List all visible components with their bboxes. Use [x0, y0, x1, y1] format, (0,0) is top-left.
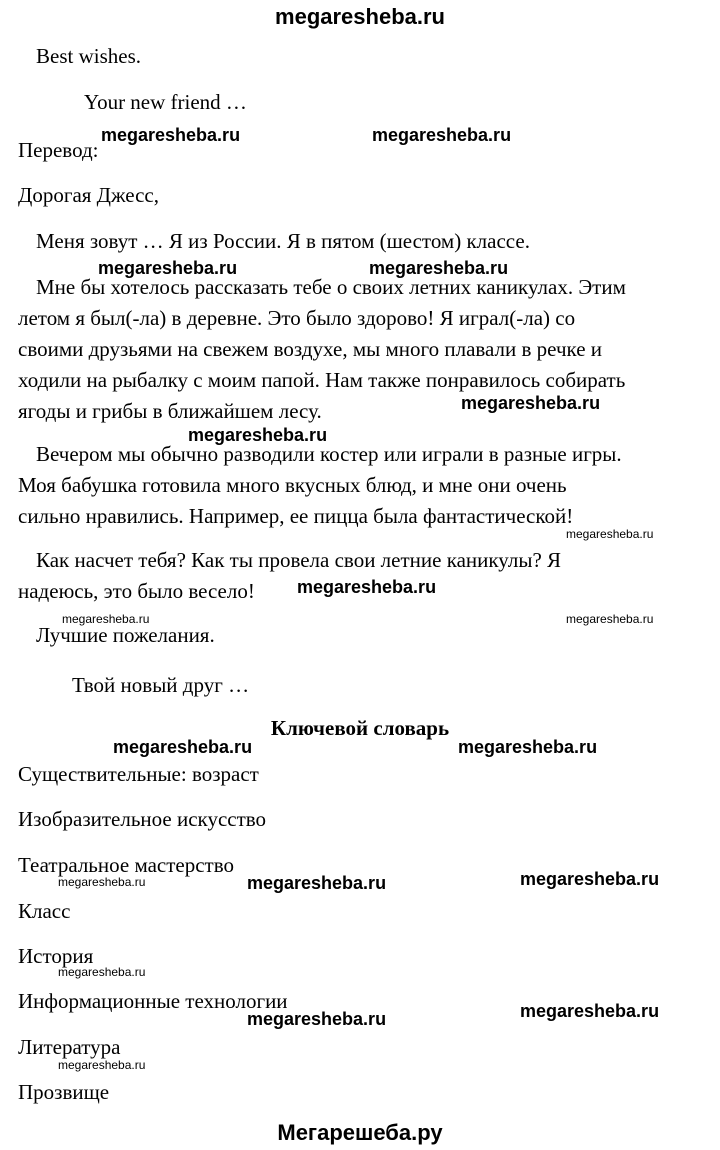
watermark: megaresheba.ru [101, 125, 241, 145]
watermark: megaresheba.ru [113, 737, 253, 757]
vocabulary-item: Театральное мастерство [18, 853, 234, 877]
site-footer: Мегарешеба.ру [277, 1120, 443, 1145]
letter-paragraph-2-line: своими друзьями на свежем воздухе, мы много плавали в речке и [18, 337, 603, 361]
site-header: megaresheba.ru [275, 4, 445, 29]
letter-closing: Лучшие пожелания. [36, 623, 215, 647]
watermark: megaresheba.ru [520, 1001, 660, 1021]
watermark: megaresheba.ru [247, 873, 387, 893]
letter-paragraph-4-line: Как насчет тебя? Как ты провела свои летние каникулы? Я [36, 548, 562, 572]
translation-label: Перевод: [18, 138, 99, 162]
letter-paragraph-3-line: Моя бабушка готовила много вкусных блюд, и мне они очень [18, 473, 567, 497]
watermark-small: megaresheba.ru [62, 612, 150, 626]
letter-paragraph-2-line: летом я был(-ла) в деревне. Это было здорово! Я играл(-ла) со [18, 306, 576, 330]
watermark-small: megaresheba.ru [58, 965, 146, 979]
watermark: megaresheba.ru [369, 258, 509, 278]
watermark: megaresheba.ru [247, 1009, 387, 1029]
watermark: megaresheba.ru [98, 258, 238, 278]
english-closing: Best wishes. [36, 44, 141, 68]
watermark-small: megaresheba.ru [566, 612, 654, 626]
letter-paragraph-1: Меня зовут … Я из России. Я в пятом (шестом) классе. [36, 229, 530, 253]
letter-paragraph-3-line: сильно нравились. Например, ее пицца была фантастической! [18, 504, 574, 528]
watermark-small: megaresheba.ru [58, 1058, 146, 1072]
watermark: megaresheba.ru [461, 393, 601, 413]
watermark: megaresheba.ru [372, 125, 512, 145]
letter-greeting: Дорогая Джесс, [18, 183, 159, 207]
vocabulary-title: Ключевой словарь [270, 716, 450, 740]
watermark-small: megaresheba.ru [58, 875, 146, 889]
watermark: megaresheba.ru [458, 737, 598, 757]
vocabulary-item: Прозвище [18, 1080, 110, 1104]
letter-paragraph-3-line: Вечером мы обычно разводили костер или играли в разные игры. [36, 442, 622, 466]
letter-paragraph-2-line: ягоды и грибы в ближайшем лесу. [18, 399, 322, 423]
watermark: megaresheba.ru [188, 425, 328, 445]
vocabulary-item: История [18, 944, 94, 968]
vocabulary-item: Информационные технологии [18, 989, 288, 1013]
vocabulary-item: Класс [18, 899, 71, 923]
watermark-small: megaresheba.ru [566, 527, 654, 541]
letter-paragraph-2-line: ходили на рыбалку с моим папой. Нам также понравилось собирать [18, 368, 626, 392]
vocabulary-item: Существительные: возраст [18, 762, 259, 786]
vocabulary-item: Изобразительное искусство [18, 807, 267, 831]
english-signature: Your new friend … [84, 90, 247, 114]
letter-signature: Твой новый друг … [72, 673, 250, 697]
letter-paragraph-2-line: Мне бы хотелось рассказать тебе о своих летних каникулах. Этим [36, 275, 626, 299]
watermark: megaresheba.ru [520, 869, 660, 889]
watermark: megaresheba.ru [297, 577, 437, 597]
vocabulary-item: Литература [18, 1035, 121, 1059]
letter-paragraph-4-line: надеюсь, это было весело! [18, 579, 255, 603]
